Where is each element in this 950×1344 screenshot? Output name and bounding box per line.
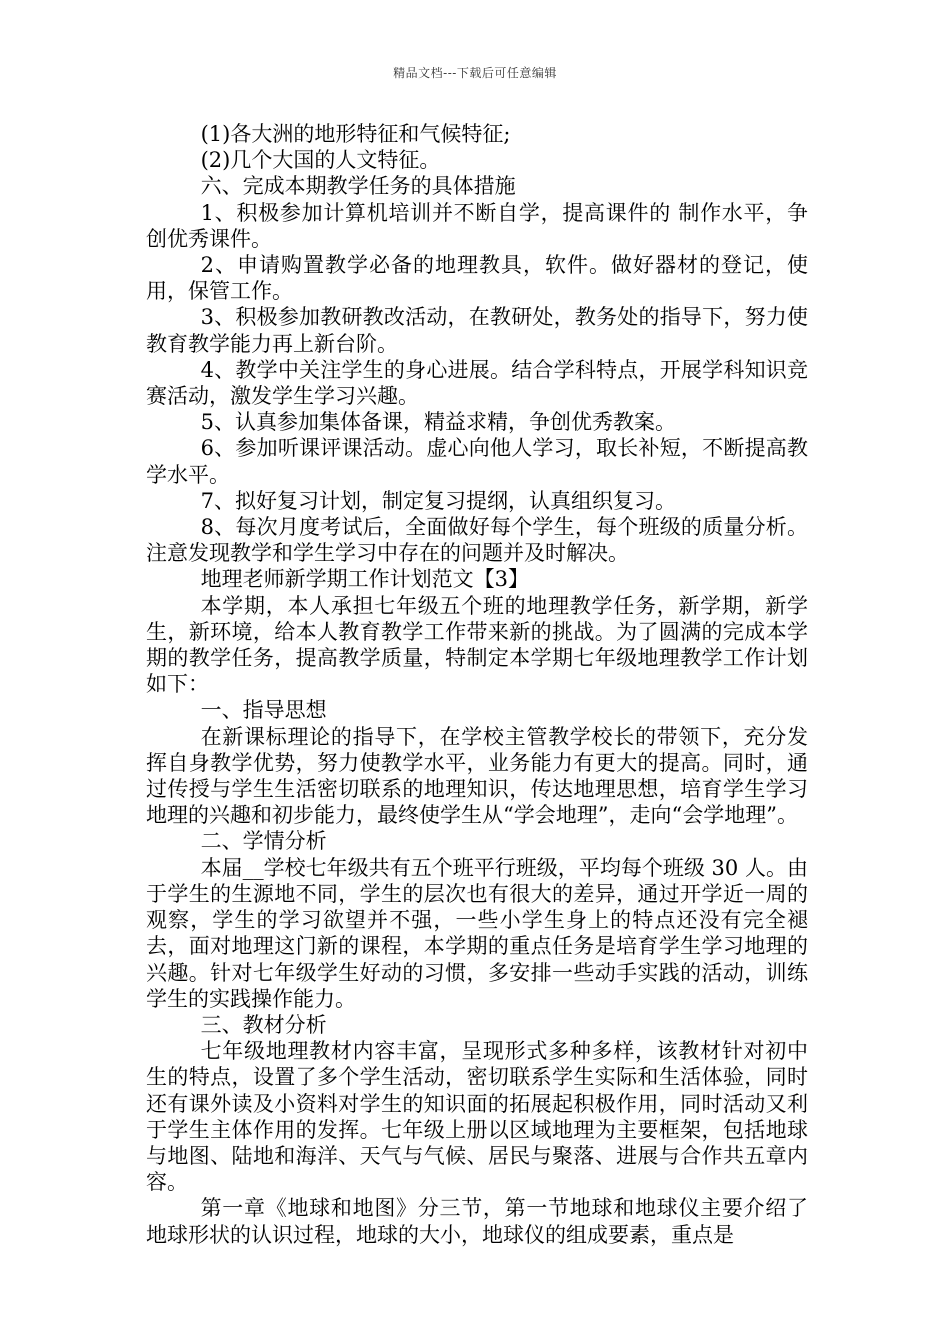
paragraph: 七年级地理教材内容丰富，呈现形式多种多样，该教材针对初中生的特点，设置了多个学生活动，密切联系学生实际和生活体验，同时还有课外读及小资料对学生的知识面的拓展起积极作用，同时活动又利于学生主体作用的发挥。七年级上册以区域地理为主要框架，包括地球与地图、陆地和海洋、天气与气候、居民与聚落、进展与合作共五章内容。 (146, 1039, 808, 1195)
section-heading: 六、完成本期教学任务的具体措施 (200, 174, 516, 199)
document-body (146, 121, 808, 1248)
paragraph: 在新课标理论的指导下，在学校主管教学校长的带领下，充分发挥自身教学优势，努力使教学水平，业务能力有更大的提高。同时，通过传授与学生生活密切联系的地理知识，传达地理思想，培育学生学习地理的兴趣和初步能力，最终使学生从“学会地理”，走向“会学地理”。 (146, 724, 808, 828)
paragraph: (2)几个大国的人文特征。 (200, 148, 441, 173)
section-title: 地理老师新学期工作计划范文【3】 (200, 567, 529, 592)
paragraph: 本学期，本人承担七年级五个班的地理教学任务，新学期，新学生，新环境，给本人教育教学工作带来新的挑战。为了圆满的完成本学期的教学任务，提高教学质量，特制定本学期七年级地理教学工作计划如下： (146, 593, 808, 697)
paragraph: 3、积极参加教研教改活动，在教研处，教务处的指导下，努力使教育教学能力再上新台阶。 (146, 305, 808, 356)
section-heading: 一、指导思想 (200, 698, 327, 723)
paragraph: (1)各大洲的地形特征和气候特征; (200, 122, 511, 146)
paragraph: 1、积极参加计算机培训并不断自学，提高课件的 制作水平，争创优秀课件。 (146, 200, 808, 251)
paragraph: 8、每次月度考试后，全面做好每个学生，每个班级的质量分析。注意发现教学和学生学习中存在的问题并及时解决。 (146, 515, 808, 566)
paragraph: 本届__学校七年级共有五个班平行班级，平均每个班级 30 人。由于学生的生源地不同，学生的层次也有很大的差异，通过开学近一周的观察，学生的学习欲望并不强，一些小学生身上的特点还没有完全褪去，面对地理这门新的课程，本学期的重点任务是培育学生学习地理的兴趣。针对七年级学生好动的习惯，多安排一些动手实践的活动，训练学生的实践操作能力。 (146, 855, 808, 1011)
paragraph: 4、教学中关注学生的身心进展。结合学科特点，开展学科知识竞赛活动，激发学生学习兴趣。 (146, 357, 808, 409)
paragraph: 2、申请购置教学必备的地理教具，软件。做好器材的登记，使用，保管工作。 (146, 253, 808, 304)
section-heading: 二、学情分析 (200, 829, 327, 854)
page-header: 精品文档---下载后可任意编辑 (393, 66, 557, 80)
paragraph: 5、认真参加集体备课，精益求精，争创优秀教案。 (200, 410, 676, 435)
section-heading: 三、教材分析 (200, 1012, 327, 1037)
paragraph: 6、参加听课评课活动。虚心向他人学习，取长补短，不断提高教学水平。 (146, 436, 808, 487)
paragraph: 7、拟好复习计划，制定复习提纲，认真组织复习。 (200, 488, 676, 513)
paragraph: 第一章《地球和地图》分三节，第一节地球和地球仪主要介绍了地球形状的认识过程，地球的大小，地球仪的组成要素，重点是 (146, 1196, 808, 1247)
